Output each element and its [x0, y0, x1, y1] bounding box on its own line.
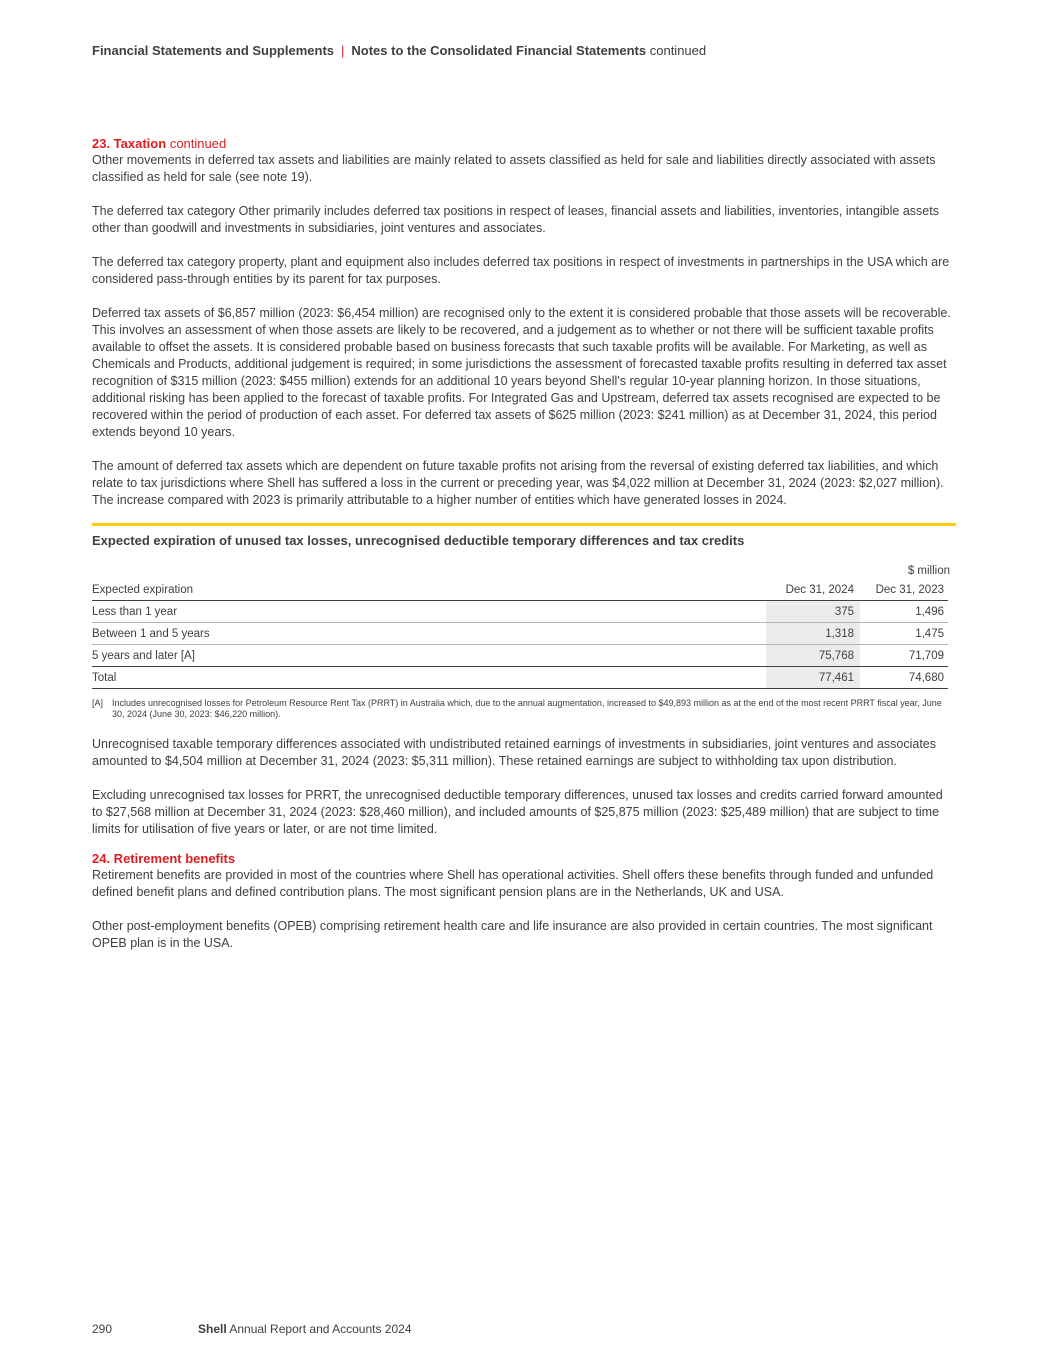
value-2023: 71,709: [860, 645, 948, 667]
footnote-mark: [A]: [92, 698, 104, 708]
footnote-text: Includes unrecognised losses for Petroleum Resource Rent Tax (PRRT) in Australia which, due to the annual augmentation, increased to $49,893 million as at the end of the most recent PRRT fiscal year, June 30, 2024 (June 30, 2023: $46,220 million).: [112, 698, 942, 719]
value-2023: 1,496: [860, 601, 948, 623]
table-row: [92, 601, 948, 623]
value-2024: 75,768: [766, 645, 860, 667]
expiration-table: [92, 579, 948, 689]
expiration-table-block: [92, 523, 956, 720]
taxation-heading: [92, 135, 956, 152]
value-2023: 1,475: [860, 623, 948, 645]
footer-brand: Shell: [198, 1322, 227, 1336]
row-label: Less than 1 year: [92, 601, 766, 623]
taxation-paragraph: Deferred tax assets of $6,857 million (2023: $6,454 million) are recognised only to the extent it is considered probable that those assets will be recoverable. This involves an assessment of when those assets are likely to be recovered, and a judgement as to whether or not there will be sufficient taxable profits available to offset the assets. It is considered probable based on business forecasts that such taxable profits will be available. For Marketing, as well as Chemicals and Products, additional judgement is required; in some jurisdictions the assessment of forecasted taxable profits resulting in deferred tax asset recognition of $315 million (2023: $455 million) extends for an additional 10 years beyond Shell's regular 10-year planning horizon. In those situations, additional risking has been applied to the forecast of taxable profits. For Integrated Gas and Upstream, deferred tax assets recognised are expected to be recovered within the period of production of each asset. For deferred tax assets of $625 million (2023: $241 million) as at December 31, 2024, this period extends beyond 10 years.: [92, 306, 951, 439]
header-separator: |: [341, 43, 345, 58]
header-section: Financial Statements and Supplements: [92, 43, 334, 58]
table-unit: $ million: [907, 565, 950, 577]
header-subsection: Notes to the Consolidated Financial Statements: [351, 43, 647, 58]
main-content: [92, 135, 956, 969]
retirement-paragraph: Retirement benefits are provided in most of the countries where Shell has operational activities. Shell offers these benefits through funded and unfunded defined benefit plans and defined contribution plans. The most significant pension plans are in the Netherlands, UK and USA.: [92, 868, 934, 899]
taxation-paragraph: The deferred tax category Other primarily includes deferred tax positions in respect of leases, financial assets and liabilities, inventories, intangible assets other than goodwill and investments in subsidiaries, joint ventures and associates.: [92, 204, 939, 235]
taxation-title: 23. Taxation: [92, 136, 167, 151]
taxation-paragraph: Other movements in deferred tax assets and liabilities are mainly related to assets classified as held for sale and liabilities directly associated with assets classified as held for sale (see note 19).: [92, 153, 936, 184]
retirement-paragraph: Other post-employment benefits (OPEB) comprising retirement health care and life insurance are also provided in certain countries. The most significant OPEB plan is in the USA.: [92, 919, 933, 950]
total-2024: 77,461: [766, 667, 860, 689]
column-header: Expected expiration: [92, 579, 766, 601]
taxation-continued: continued: [169, 136, 227, 151]
row-label: 5 years and later [A]: [92, 645, 766, 667]
value-2024: 375: [766, 601, 860, 623]
table-title: Expected expiration of unused tax losses, unrecognised deductible temporary differences and tax credits: [92, 533, 745, 548]
page-footer: [92, 1322, 412, 1336]
taxation-paragraph: The deferred tax category property, plant and equipment also includes deferred tax positions in respect of investments in partnerships in the USA which are considered pass-through entities by its parent for tax purposes.: [92, 255, 950, 286]
table-header-row: [92, 579, 948, 601]
retirement-heading: [92, 850, 956, 867]
retirement-title: 24. Retirement benefits: [92, 851, 236, 866]
column-header: Dec 31, 2024: [766, 579, 860, 601]
header-continued: continued: [649, 43, 707, 58]
table-row: [92, 645, 948, 667]
page-number: 290: [92, 1322, 113, 1336]
row-label: Between 1 and 5 years: [92, 623, 766, 645]
table-row: [92, 623, 948, 645]
total-label: Total: [92, 667, 766, 689]
table-total-row: [92, 667, 948, 689]
post-table-paragraph: Unrecognised taxable temporary differences associated with undistributed retained earnings of investments in subsidiaries, joint ventures and associates amounted to $4,504 million at December 31, 2024 (2023: $5,311 million). These retained earnings are subject to withholding tax upon distribution.: [92, 737, 936, 768]
post-table-paragraph: Excluding unrecognised tax losses for PRRT, the unrecognised deductible temporary differences, unused tax losses and credits carried forward amounted to $27,568 million at December 31, 2024 (2023: $28,460 million), and included amounts of $25,875 million (2023: $25,489 million) that are subject to time limits for utilisation of five years or later, or are not time limited.: [92, 788, 943, 836]
taxation-paragraph: The amount of deferred tax assets which are dependent on future taxable profits not arising from the reversal of existing deferred tax liabilities, and which relate to tax jurisdictions where Shell has suffered a loss in the current or preceding year, was $4,022 million at December 31, 2024 (2023: $2,027 million). The increase compared with 2023 is primarily attributable to a higher number of entities which have generated losses in 2024.: [92, 459, 944, 507]
value-2024: 1,318: [766, 623, 860, 645]
page-header: [92, 43, 706, 58]
table-footnote: [92, 698, 956, 720]
column-header: Dec 31, 2023: [860, 579, 948, 601]
total-2023: 74,680: [860, 667, 948, 689]
footer-report: Annual Report and Accounts 2024: [229, 1322, 412, 1336]
